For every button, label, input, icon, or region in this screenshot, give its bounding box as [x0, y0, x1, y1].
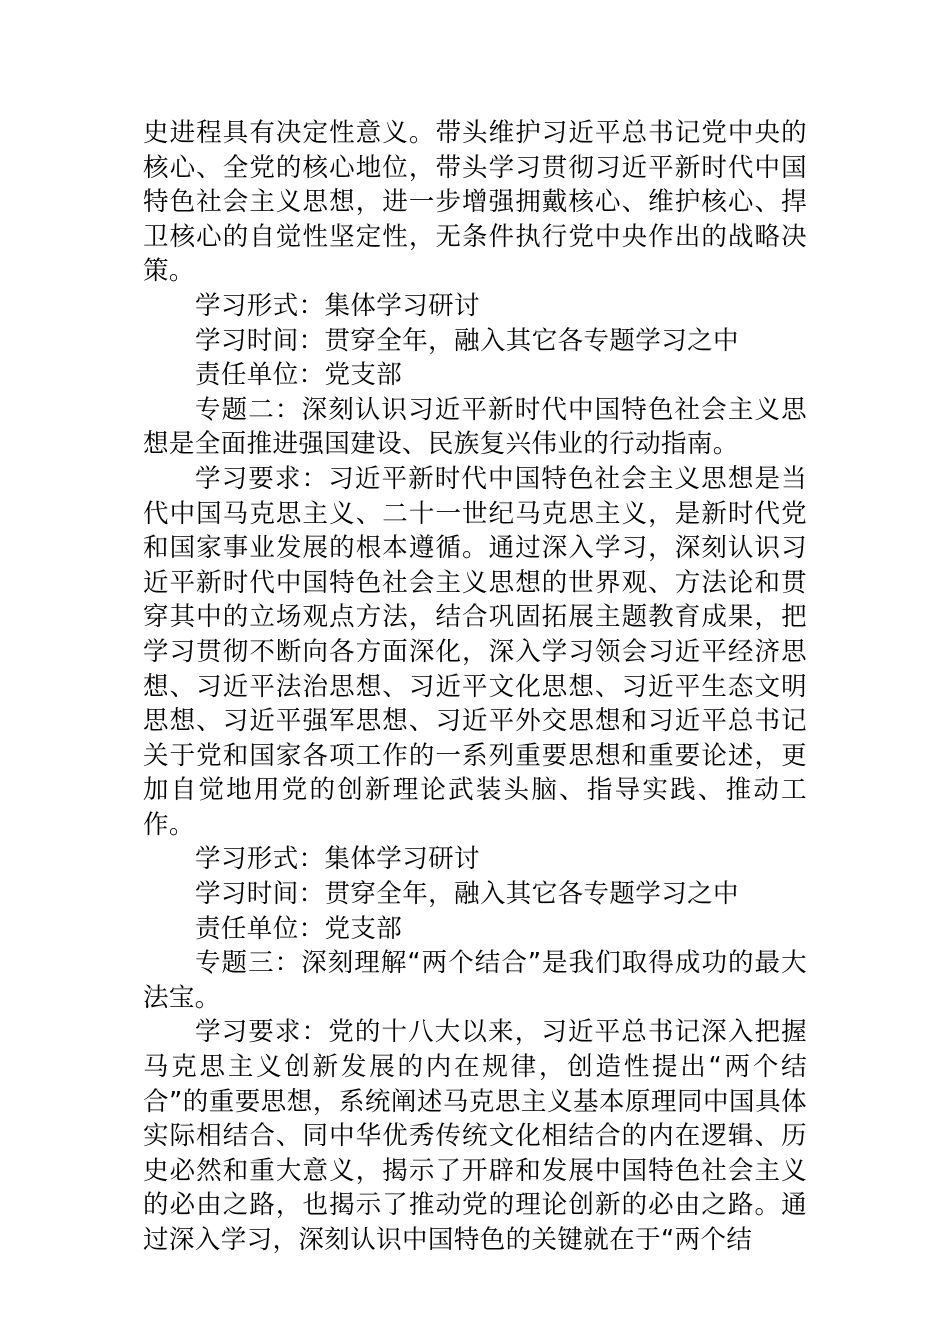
- study-format-1: 学习形式：集体学习研讨: [195, 290, 480, 321]
- responsible-unit-1: 责任单位：党支部: [195, 360, 403, 391]
- document-body: [143, 116, 807, 1258]
- study-time-2: 学习时间：贯穿全年，融入其它各专题学习之中: [195, 879, 739, 910]
- study-requirement-3: 学习要求：党的十八大以来，习近平总书记深入把握马克思主义创新发展的内在规律，创造性提出“两个结合”的重要思想，系统阐述马克思主义基本原理同中国具体实际相结合、同中华优秀传统文化相结合的内在逻辑、历史必然和重大意义，揭示了开辟和发展中国特色社会主义的必由之路，也揭示了推动党的理论创新的必由之路。通过深入学习，深刻认识中国特色的关键就在于“两个结: [143, 1017, 807, 1255]
- study-time-1: 学习时间：贯穿全年，融入其它各专题学习之中: [195, 325, 739, 356]
- topic-three-heading: 专题三：深刻理解“两个结合”是我们取得成功的最大法宝。: [143, 948, 807, 1013]
- paragraph-continuation: 史进程具有决定性意义。带头维护习近平总书记党中央的核心、全党的核心地位，带头学习贯彻习近平新时代中国特色社会主义思想，进一步增强拥戴核心、维护核心、捍卫核心的自觉性坚定性，无条件执行党中央作出的战略决策。: [143, 118, 807, 287]
- topic-two-heading: 专题二：深刻认识习近平新时代中国特色社会主义思想是全面推进强国建设、民族复兴伟业的行动指南。: [143, 394, 807, 460]
- study-format-2: 学习形式：集体学习研讨: [195, 844, 480, 875]
- responsible-unit-2: 责任单位：党支部: [195, 913, 403, 944]
- study-requirement-2: 学习要求：习近平新时代中国特色社会主义思想是当代中国马克思主义、二十一世纪马克思主义，是新时代党和国家事业发展的根本遵循。通过深入学习，深刻认识习近平新时代中国特色社会主义思想的世界观、方法论和贯穿其中的立场观点方法，结合巩固拓展主题教育成果，把学习贯彻不断向各方面深化，深入学习领会习近平经济思想、习近平法治思想、习近平文化思想、习近平生态文明思想、习近平强军思想、习近平外交思想和习近平总书记关于党和国家各项工作的一系列重要思想和重要论述，更加自觉地用党的创新理论武装头脑、指导实践、推动工作。: [143, 463, 807, 840]
